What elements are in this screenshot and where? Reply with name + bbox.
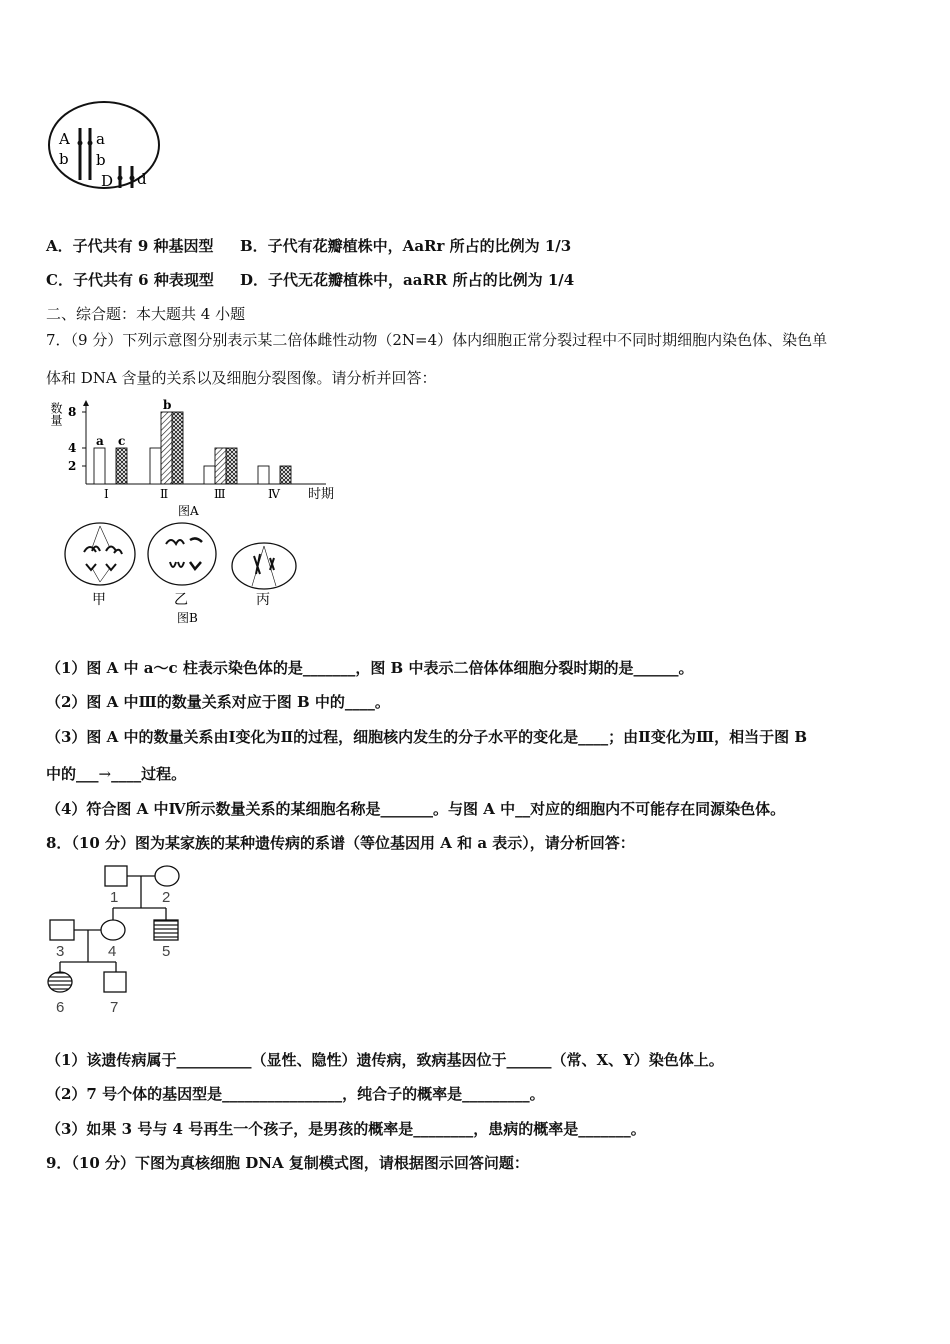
bar-c-4 <box>280 466 291 484</box>
cell-label-yi: 乙 <box>174 592 188 608</box>
series-label-c: c <box>118 434 126 448</box>
allele-label: A <box>59 130 70 148</box>
y-tick-label: 2 <box>68 459 77 473</box>
bar-c-3 <box>226 448 237 484</box>
x-tick-label: Ⅰ <box>104 487 109 501</box>
bar-b-3 <box>215 448 226 484</box>
figure-b-title: 图B <box>177 611 198 625</box>
individual-6-affected-female <box>48 972 72 992</box>
x-tick-label: Ⅱ <box>160 487 169 501</box>
individual-5-affected-male <box>154 920 178 940</box>
chromosome-cell-figure <box>46 98 162 190</box>
x-tick-label: Ⅳ <box>268 487 280 501</box>
chart-xlabel: 时期 <box>308 487 335 502</box>
individual-label: 5 <box>162 943 171 960</box>
figure-a-chart <box>46 398 356 522</box>
option-a: A．子代共有 9 种基因型 <box>46 237 214 255</box>
bar-a-3 <box>204 466 215 484</box>
cell-yi <box>148 523 216 585</box>
arrow-icon: → <box>98 765 112 783</box>
bar-a-4 <box>258 466 269 484</box>
section-title: 二、综合题：本大题共 4 小题 <box>46 305 246 323</box>
q7-stem-line1: 7．（9 分）下列示意图分别表示某二倍体雌性动物（2N=4）体内细胞正常分裂过程中不同时期细胞内染色体、染色单 <box>46 331 828 349</box>
q7-sub2: （2）图 A 中Ⅲ的数量关系对应于图 B 中的____。 <box>46 693 390 711</box>
q7-sub1: （1）图 A 中 a～c 柱表示染色体的是_______，图 B 中表示二倍体体细胞分裂时期的是______。 <box>46 659 694 677</box>
q8-sub3: （3）如果 3 号与 4 号再生一个孩子，是男孩的概率是________，患病的概率是_______。 <box>46 1120 646 1138</box>
allele-label: a <box>96 130 105 148</box>
q8-stem: 8．（10 分）图为某家族的某种遗传病的系谱（等位基因用 A 和 a 表示），请分析回答： <box>46 834 635 852</box>
individual-label: 4 <box>108 943 117 960</box>
series-label-b: b <box>163 398 172 412</box>
bar-b-2 <box>161 412 172 484</box>
x-tick-label: Ⅲ <box>214 487 226 501</box>
y-tick-label: 4 <box>68 441 77 455</box>
individual-label: 2 <box>162 889 171 906</box>
individual-7-male <box>104 972 126 992</box>
chart-title: 图A <box>178 504 199 518</box>
figure-b <box>62 518 312 626</box>
q7-sub3-part1: 中的___ <box>46 765 99 783</box>
option-b: B．子代有花瓣植株中，AaRr 所占的比例为 1/3 <box>240 237 572 255</box>
option-d: D．子代无花瓣植株中，aaRR 所占的比例为 1/4 <box>240 271 575 289</box>
q8-sub2: （2）7 号个体的基因型是________________，纯合子的概率是_________。 <box>46 1085 545 1103</box>
cell-bing <box>232 543 296 589</box>
individual-label: 6 <box>56 999 65 1016</box>
q7-sub3-part2: ____过程。 <box>111 765 187 783</box>
bar-c-1 <box>116 448 127 484</box>
bar-a-2 <box>150 448 161 484</box>
pedigree-chart <box>46 860 196 1020</box>
individual-label: 3 <box>56 943 65 960</box>
cell-label-jia: 甲 <box>92 592 106 608</box>
q9-stem: 9．（10 分）下图为真核细胞 DNA 复制模式图，请根据图示回答问题： <box>46 1154 529 1172</box>
cell-jia <box>65 523 135 585</box>
allele-label: d <box>137 170 147 188</box>
bar-c-2 <box>172 412 183 484</box>
q7-stem-line2: 体和 DNA 含量的关系以及细胞分裂图像。请分析并回答： <box>46 369 437 387</box>
cell-label-bing: 丙 <box>256 592 270 608</box>
q7-sub4: （4）符合图 A 中Ⅳ所示数量关系的某细胞名称是_______。与图 A 中__对应的细胞内不可能存在同源染色体。 <box>46 800 786 818</box>
allele-label: b <box>59 150 69 168</box>
allele-label: b <box>96 151 106 169</box>
individual-3-male <box>50 920 74 940</box>
individual-1-male <box>105 866 127 886</box>
individual-label: 7 <box>110 999 119 1016</box>
option-c: C．子代共有 6 种表现型 <box>46 271 214 289</box>
q7-sub3-line2 <box>46 764 186 784</box>
y-tick-label: 8 <box>68 405 77 419</box>
q8-sub1: （1）该遗传病属于__________（显性、隐性）遗传病，致病基因位于______（常、X、Y）染色体上。 <box>46 1051 724 1069</box>
individual-label: 1 <box>110 889 119 906</box>
chart-ylabel: 数量 <box>49 402 63 426</box>
y-axis-arrow <box>83 400 89 406</box>
bar-a-1 <box>94 448 105 484</box>
series-label-a: a <box>96 434 104 448</box>
allele-label: D <box>101 172 114 190</box>
q7-sub3-line1: （3）图 A 中的数量关系由Ⅰ变化为Ⅱ的过程，细胞核内发生的分子水平的变化是____；由Ⅱ变化为Ⅲ，相当于图 B <box>46 728 807 746</box>
individual-4-female <box>101 920 125 940</box>
individual-2-female <box>155 866 179 886</box>
